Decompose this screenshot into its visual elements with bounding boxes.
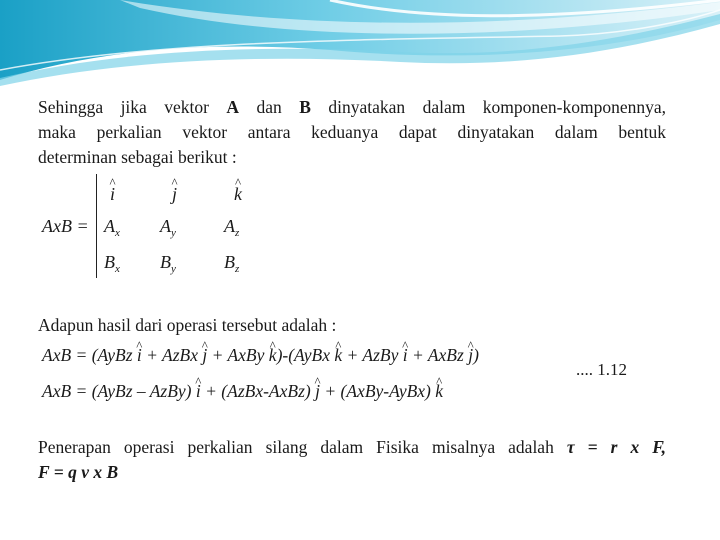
intro-line-1: Sehingga jika vektor A dan B dinyatakan dalam komponen-komponennya, xyxy=(38,97,666,117)
unit-i-hat: ^ i xyxy=(110,184,115,205)
vector-b-label: B xyxy=(299,97,311,117)
determinant-lhs: AxB = xyxy=(42,216,89,236)
header-swoosh-decoration xyxy=(0,0,720,90)
application-line-1: Penerapan operasi perkalian silang dalam Fisika misalnya adalah τ = r x F, xyxy=(38,437,666,457)
unit-j-hat: ^ j xyxy=(172,184,177,205)
component-ax: $A_x$ xyxy=(104,216,120,239)
equation-number: .... 1.12 xyxy=(576,360,627,379)
result-intro: Adapun hasil dari operasi tersebut adalah : xyxy=(38,315,337,335)
torque-formula: τ = r x F, xyxy=(566,437,666,457)
component-ay: $A_y$ xyxy=(160,216,176,239)
vector-a-label: A xyxy=(226,97,240,117)
intro-line-3: determinan sebagai berikut : xyxy=(38,147,237,167)
component-bx: $B_x$ xyxy=(104,252,120,275)
equation-expanded: AxB = (AyBz ^ i + AzBx ^ j + AxBy ^ k)-(AyBx ^ k + AzBy ^ i + AxBz ^ j) xyxy=(42,344,479,366)
slide-content xyxy=(34,92,680,487)
determinant-bar xyxy=(96,174,97,278)
component-bz: $B_z$ xyxy=(224,252,240,275)
lorentz-formula: F = q v x B xyxy=(38,462,119,482)
equation-simplified: AxB = (AyBz – AzBy) ^ i + (AzBx-AxBz) ^ j + (AxBy-AyBx) ^ k xyxy=(42,380,443,402)
unit-k-hat: ^ k xyxy=(234,184,242,205)
component-by: $B_y$ xyxy=(160,252,176,275)
component-az: $A_z$ xyxy=(224,216,240,239)
intro-line-2: maka perkalian vektor antara keduanya dapat dinyatakan dalam bentuk xyxy=(38,122,666,142)
